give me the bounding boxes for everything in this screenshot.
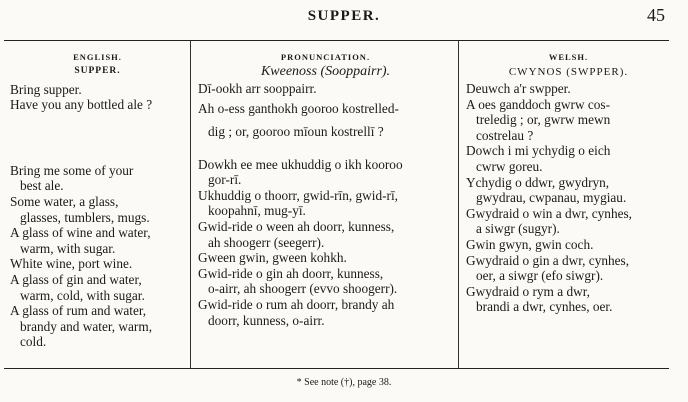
list-item: Dowkh ee mee ukhuddig o ikh kooroo gor-rī. <box>198 156 403 188</box>
column-divider-1 <box>190 41 191 368</box>
list-item: Deuwch a'r swpper. <box>466 81 571 96</box>
list-item: Some water, a glass, glasses, tumblers, mugs. <box>10 193 150 225</box>
top-rule <box>4 40 669 41</box>
list-item: Dowch i mi ychydig o eich cwrw goreu. <box>466 143 611 174</box>
list-item: Gwin gwyn, gwin coch. <box>466 236 594 252</box>
list-item: A glass of rum and water, brandy and water, warm, cold. <box>10 303 153 350</box>
list-item: A glass of gin and water, warm, cold, with sugar. <box>10 271 145 303</box>
list-item: A oes ganddoch gwrw cos- treledig ; or, gwrw mewn costrelau ? <box>466 96 611 143</box>
list-item: Ah o-ess ganthokh gooroo kostrelled- dig ; or, gooroo mīoun kostrellī ? <box>198 100 399 139</box>
list-item: Have you any bottled ale ? <box>10 97 153 113</box>
welsh-subheading: CWYNOS (SWPPER). <box>508 66 629 78</box>
english-subheading: SUPPER. <box>74 66 121 76</box>
page-number: 45 <box>647 5 665 25</box>
list-item: Gwid-ride o rum ah doorr, brandy ah doorr, kunness, o-airr. <box>198 296 395 328</box>
list-item: Gwydraid o win a dwr, cynhes, a siwgr (sugyr). <box>466 205 633 237</box>
list-item: Ukhuddig o thoorr, gwid-rīn, gwid-rī, koopahnī, mug-yī. <box>198 187 399 219</box>
pronunciation-subheading: Kweenoss (Sooppairr). <box>260 64 391 79</box>
list-item: Dī-ookh arr sooppairr. <box>198 81 317 96</box>
list-item: Gwid-ride o ween ah doorr, kunness, ah shoogerr (seegerr). <box>198 218 395 250</box>
list-item: Ychydig o ddwr, gwydryn, gwydrau, cwpanau, mygiau. <box>466 174 627 206</box>
column-divider-2 <box>458 41 459 368</box>
list-item: Gwydraid o rym a dwr, brandi a dwr, cynhes, oer. <box>466 283 613 315</box>
footnote: * See note (†), page 38. <box>296 377 392 388</box>
list-item: Gween gwin, gween kohkh. <box>198 250 347 266</box>
welsh-heading: WELSH. <box>548 52 589 62</box>
list-item: Gwydraid o gin a dwr, cynhes, oer, a siwgr (efo siwgr). <box>466 252 630 284</box>
pronunciation-column <box>198 50 453 328</box>
english-column <box>10 50 185 350</box>
pronunciation-heading: PRONUNCIATION. <box>280 52 371 62</box>
bottom-rule <box>4 368 669 369</box>
list-item: Gwid-ride o gin ah doorr, kunness, o-airr, ah shoogerr (evvo shoogerr). <box>198 265 398 297</box>
list-item: Bring me some of your best ale. <box>10 162 134 194</box>
list-item: A glass of wine and water, warm, with sugar. <box>10 225 151 256</box>
list-item: Bring supper. <box>10 81 82 97</box>
welsh-column <box>466 50 671 315</box>
list-item: White wine, port wine. <box>10 256 133 272</box>
page-title: SUPPER. <box>307 8 381 24</box>
english-heading: ENGLISH. <box>73 52 122 62</box>
